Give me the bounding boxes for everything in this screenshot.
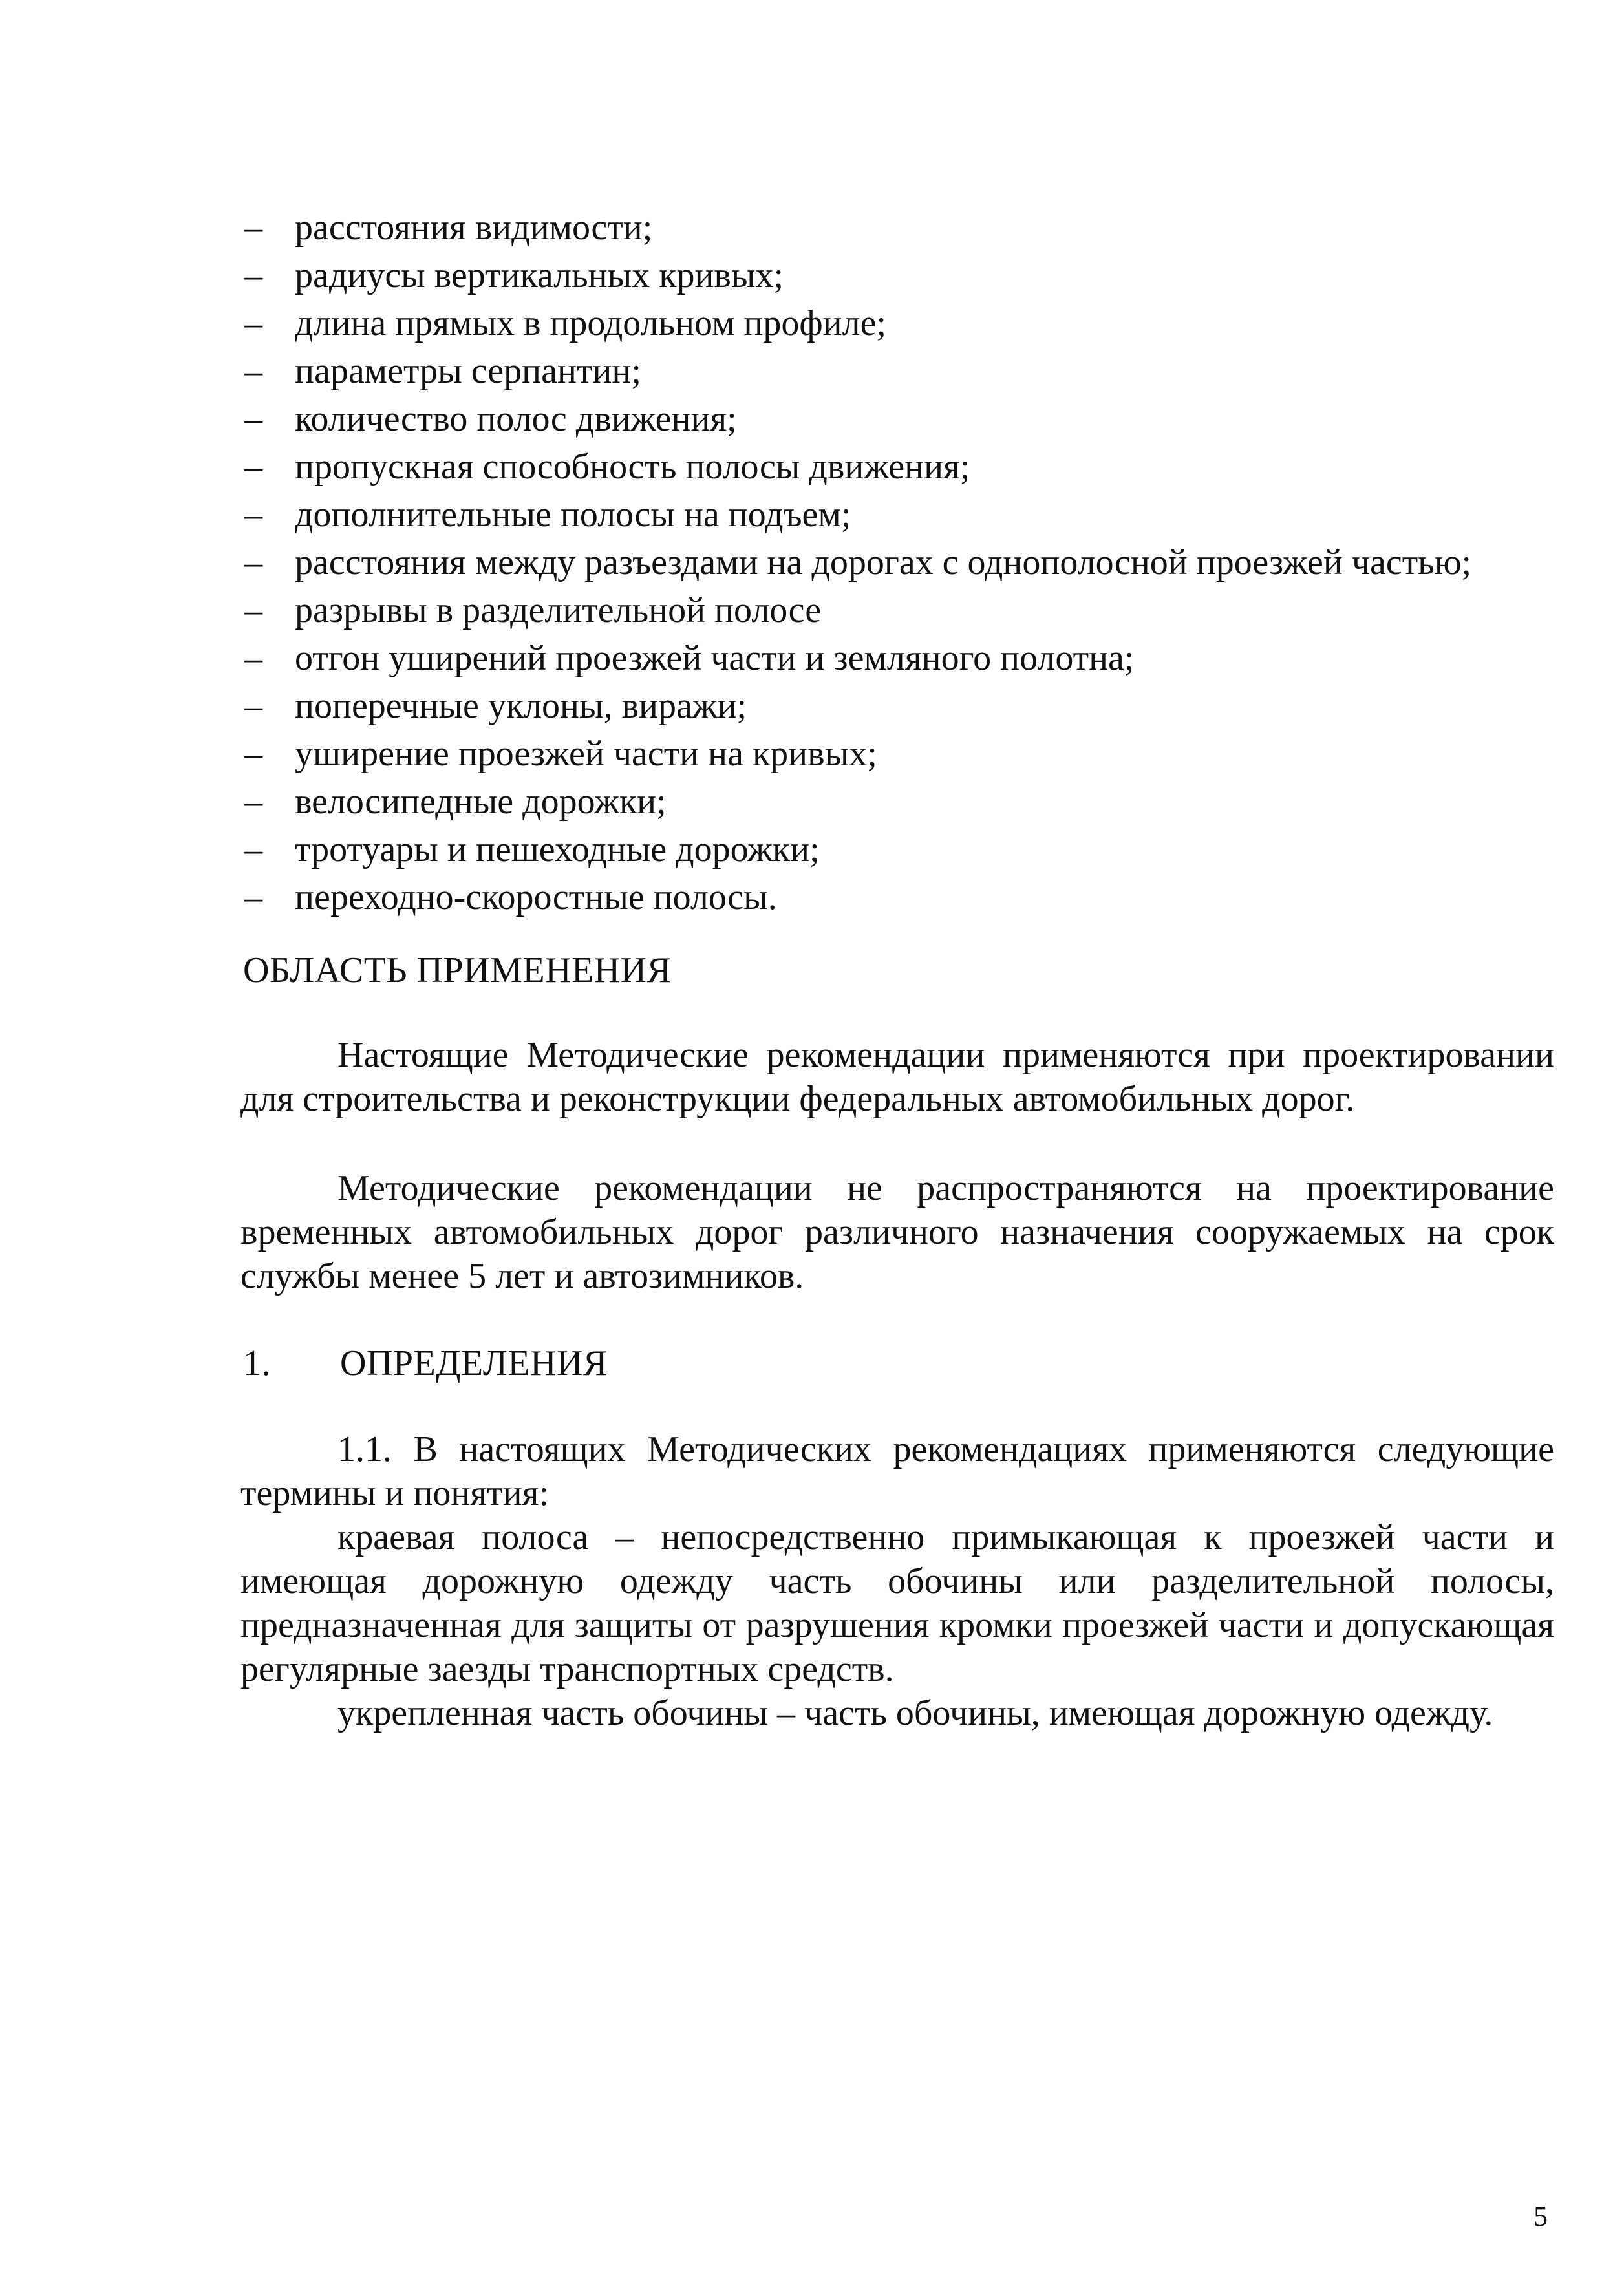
list-dash: – (244, 303, 262, 343)
scope-paragraph-2 (240, 1166, 1554, 1298)
list-item (244, 778, 1557, 826)
list-item-text: разрывы в разделительной полосе (295, 590, 822, 630)
list-item (244, 395, 1557, 443)
list-dash: – (244, 877, 262, 917)
list-dash: – (244, 399, 262, 439)
list-item (244, 251, 1557, 299)
list-item (244, 491, 1557, 539)
list-dash: – (244, 351, 262, 391)
list-item (244, 299, 1557, 347)
list-item (244, 730, 1557, 778)
list-item-text: дополнительные полосы на подъем; (295, 495, 851, 535)
list-dash: – (244, 686, 262, 726)
list-item (244, 682, 1557, 730)
list-dash: – (244, 638, 262, 678)
list-item-text: радиусы вертикальных кривых; (295, 255, 784, 295)
list-dash: – (244, 495, 262, 535)
list-item-text: поперечные уклоны, виражи; (295, 686, 747, 726)
definitions-intro (240, 1427, 1554, 1515)
list-item-text: параметры серпантин; (295, 351, 641, 391)
list-dash: – (244, 782, 262, 822)
scope-paragraph-2-text: Методические рекомендации не распространяются на проектирование временных автомобильных дорог различного назначения сооружаемых на срок службы менее 5 лет и автозимников. (240, 1168, 1554, 1296)
definition-reinforced-shoulder (240, 1691, 1554, 1735)
section-number: 1. (243, 1343, 271, 1383)
definitions-heading (243, 1341, 608, 1386)
list-item-text: расстояния видимости; (295, 208, 653, 248)
scope-paragraph-1 (240, 1033, 1554, 1121)
list-item-text: уширение проезжей части на кривых; (295, 734, 877, 774)
list-dash: – (244, 208, 262, 248)
parameter-list (244, 204, 1557, 921)
list-dash: – (244, 734, 262, 774)
list-item (244, 204, 1557, 251)
definition-edge-strip-text: краевая полоса – непосредственно примыкающая к проезжей части и имеющая дорожную одежду часть обочины или разделительной полосы, предназначенная для защиты от разрушения кромки проезжей части и допускающая регулярные заезды транспортных средств. (240, 1517, 1554, 1689)
list-item (244, 634, 1557, 682)
list-dash: – (244, 829, 262, 869)
list-item-text: расстояния между разъездами на дорогах с однополосной проезжей частью; (295, 542, 1472, 582)
list-dash: – (244, 542, 262, 582)
list-item (244, 586, 1557, 634)
list-item (244, 539, 1557, 586)
list-item (244, 443, 1557, 491)
definitions-heading-text: ОПРЕДЕЛЕНИЯ (340, 1343, 608, 1383)
list-item (244, 873, 1557, 921)
scope-paragraph-1-text: Настоящие Методические рекомендации применяются при проектировании для строительства и реконструкции федеральных автомобильных дорог. (240, 1035, 1554, 1119)
list-item (244, 347, 1557, 395)
list-item (244, 826, 1557, 873)
list-item-text: количество полос движения; (295, 399, 737, 439)
list-item-text: переходно-скоростные полосы. (295, 877, 777, 917)
scope-heading: ОБЛАСТЬ ПРИМЕНЕНИЯ (243, 950, 672, 990)
definition-edge-strip (240, 1515, 1554, 1691)
definition-reinforced-shoulder-text: укрепленная часть обочины – часть обочины, имеющая дорожную одежду. (337, 1693, 1493, 1733)
list-item-text: пропускная способность полосы движения; (295, 447, 970, 487)
list-dash: – (244, 255, 262, 295)
list-item-text: тротуары и пешеходные дорожки; (295, 829, 820, 869)
list-item-text: велосипедные дорожки; (295, 782, 667, 822)
list-item-text: отгон уширений проезжей части и земляного полотна; (295, 638, 1135, 678)
definitions-intro-text: 1.1. В настоящих Методических рекомендациях применяются следующие термины и понятия: (240, 1429, 1554, 1513)
list-dash: – (244, 447, 262, 487)
list-dash: – (244, 590, 262, 630)
list-item-text: длина прямых в продольном профиле; (295, 303, 886, 343)
page-number: 5 (1533, 2201, 1548, 2232)
